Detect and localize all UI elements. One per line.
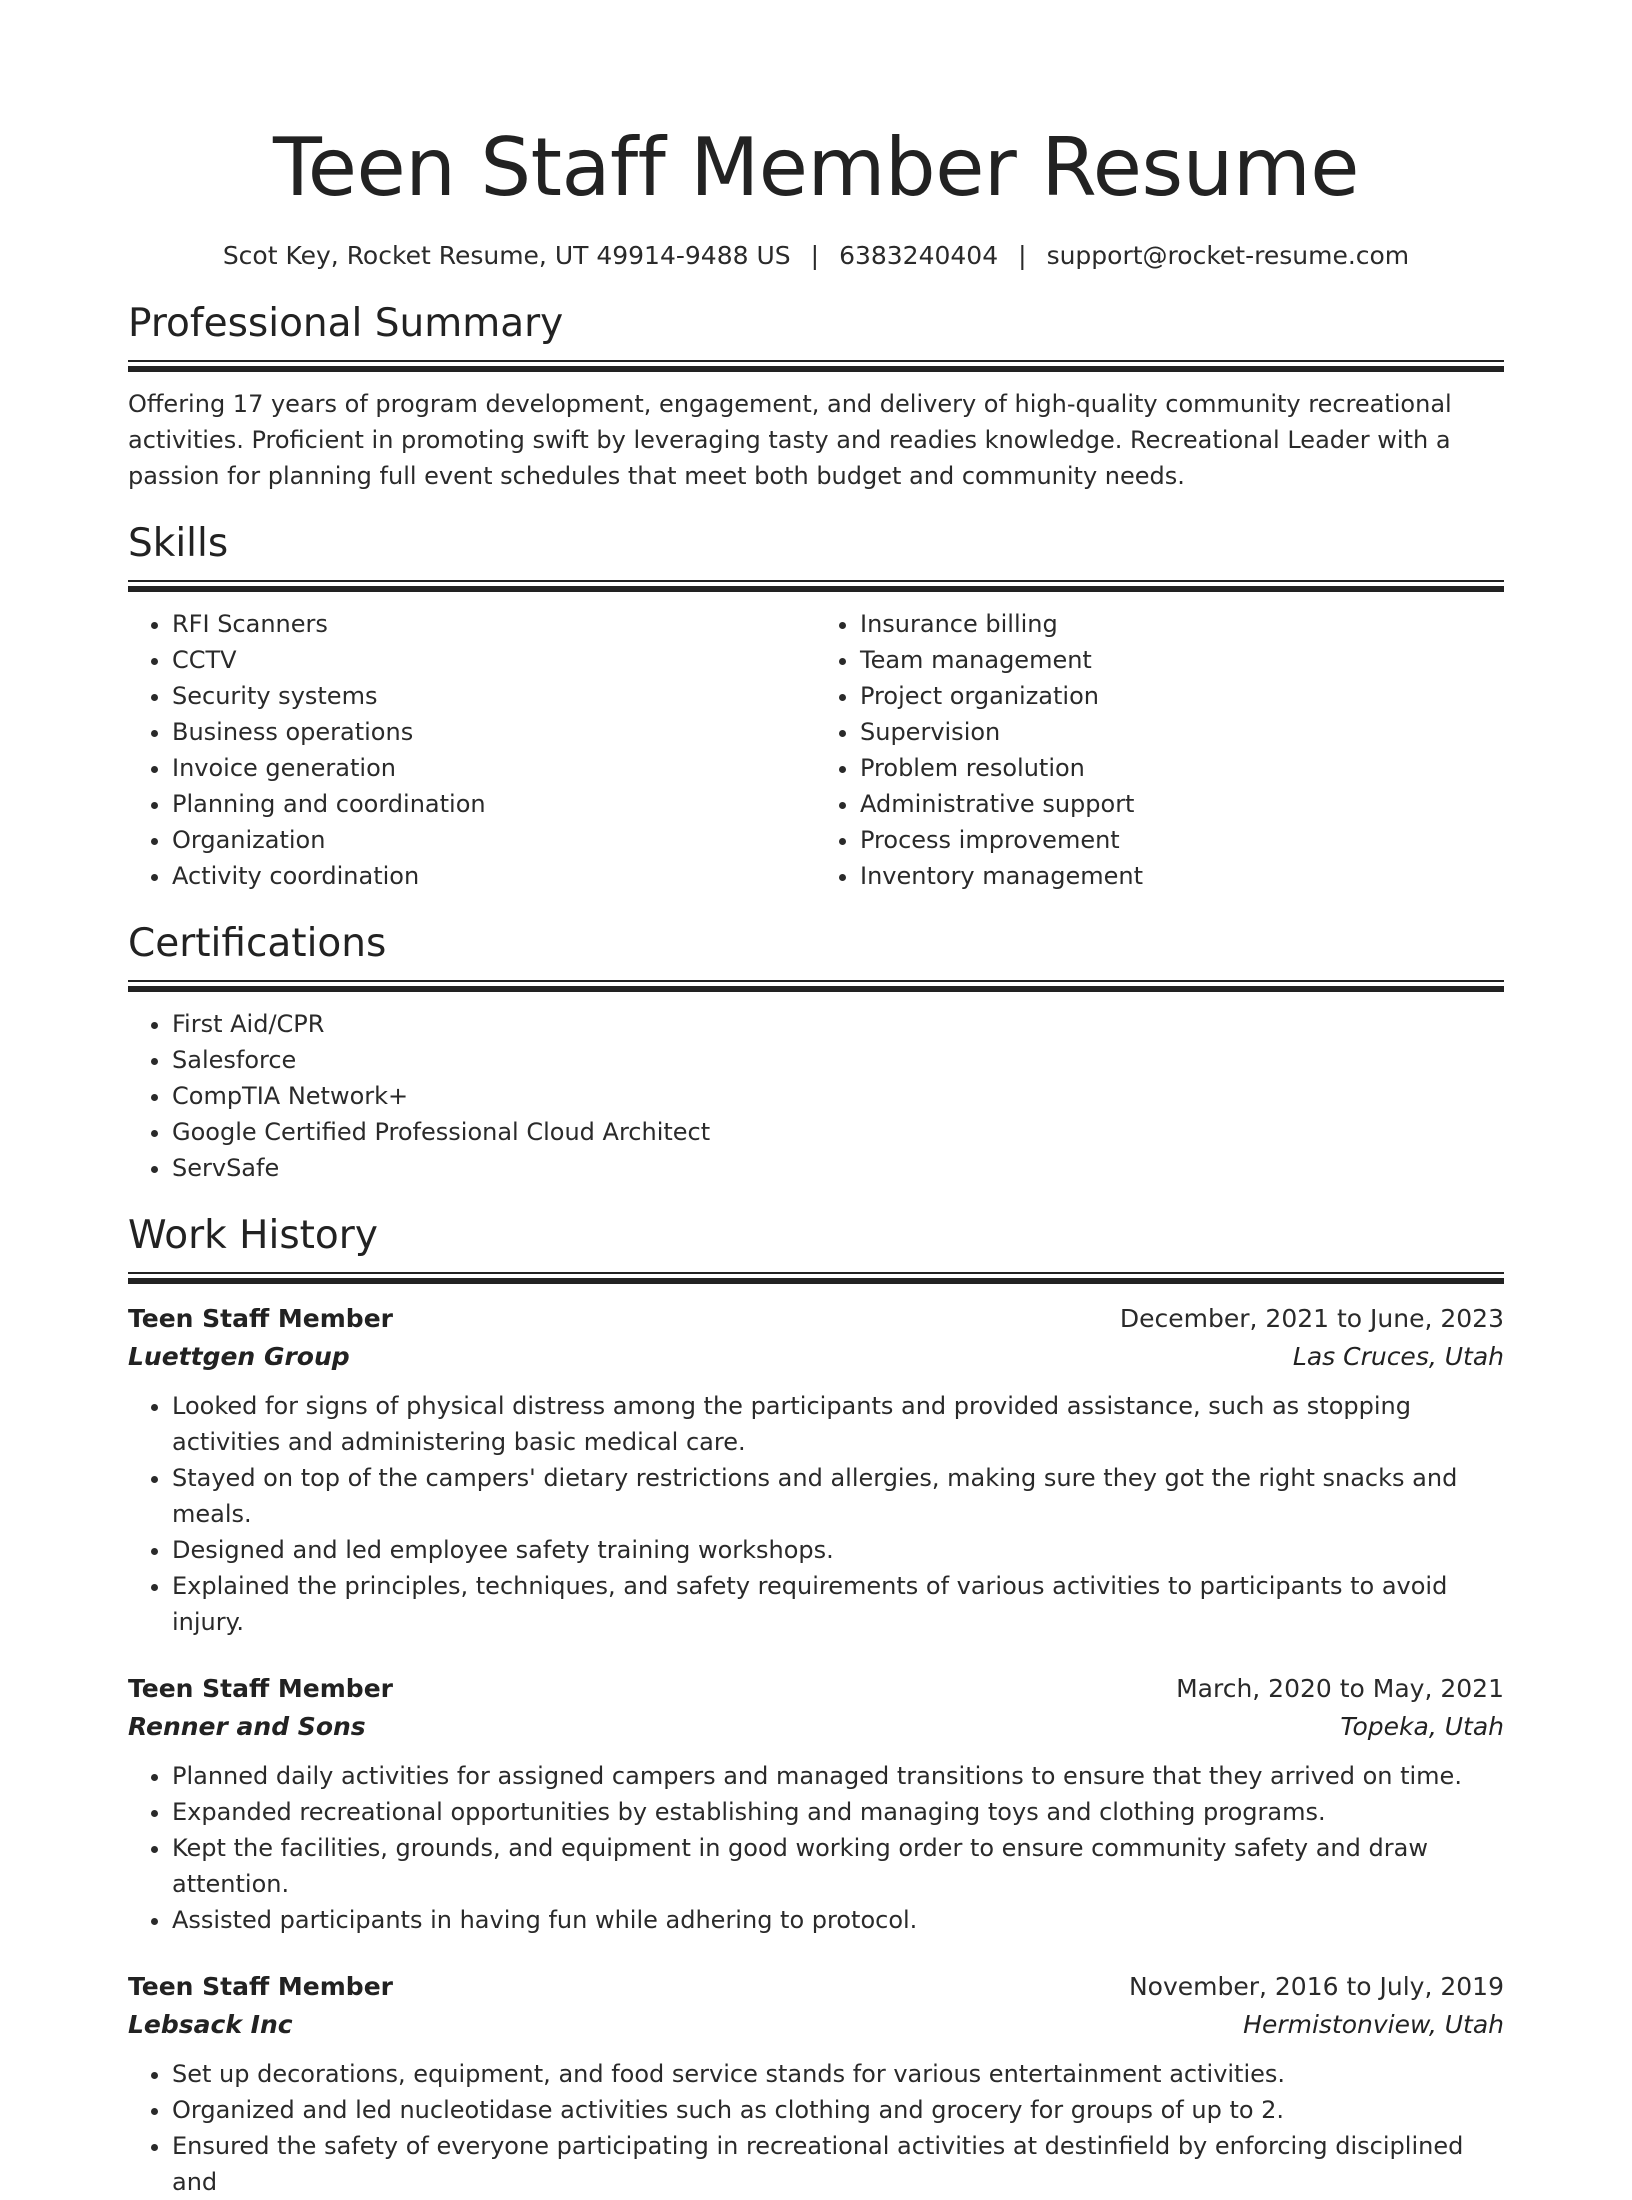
job-dates: March, 2020 to May, 2021 [1176,1674,1504,1703]
job-company: Renner and Sons [128,1712,366,1741]
skill-item: • Activity coordination [172,858,816,894]
job-dates: December, 2021 to June, 2023 [1119,1304,1504,1333]
certification-item: • ServSafe [172,1150,1504,1186]
certification-item: • First Aid/CPR [172,1006,1504,1042]
job-dates: November, 2016 to July, 2019 [1128,1972,1504,2001]
job-company: Luettgen Group [128,1342,350,1371]
job-location: Topeka, Utah [1340,1712,1504,1741]
job-title: Teen Staff Member [128,1674,393,1703]
skill-item: • Inventory management [860,858,1504,894]
certification-item: • Google Certified Professional Cloud Architect [172,1114,1504,1150]
section-divider [128,1272,1504,1284]
contact-phone: 6383240404 [839,241,999,270]
job-location: Hermistonview, Utah [1243,2010,1504,2039]
section-divider [128,360,1504,372]
job-title: Teen Staff Member [128,1972,393,2001]
skills-grid [128,606,1504,894]
skill-item: • RFI Scanners [172,606,816,642]
job-entry [128,1300,1504,1640]
skill-item: • CCTV [172,642,816,678]
skill-item: • Project organization [860,678,1504,714]
job-bullets [128,2056,1504,2200]
skills-list-left [128,606,816,894]
skill-item: • Insurance billing [860,606,1504,642]
job-company: Lebsack Inc [128,2010,293,2039]
work-history-section [128,1210,1504,2200]
job-header [128,1670,1504,1708]
job-bullet: • Explained the principles, techniques, and safety requirements of various activities to participants to avoid injury. [172,1568,1504,1640]
contact-separator: | [1018,241,1027,270]
contact-email: support@rocket-resume.com [1046,241,1410,270]
skill-item: • Organization [172,822,816,858]
skill-item: • Team management [860,642,1504,678]
resume-title: Teen Staff Member Resume [272,121,1359,214]
job-entry [128,1670,1504,1938]
section-heading: Certifications [128,921,387,966]
certification-item: • CompTIA Network+ [172,1078,1504,1114]
skill-item: • Invoice generation [172,750,816,786]
job-subheader [128,2006,1504,2044]
job-bullet: • Planned daily activities for assigned campers and managed transitions to ensure that they arrived on time. [172,1758,1504,1794]
job-bullet: • Assisted participants in having fun while adhering to protocol. [172,1902,1504,1938]
section-heading: Skills [128,521,229,566]
summary-section [128,298,1504,494]
skills-list-right [816,606,1504,894]
skill-item: • Problem resolution [860,750,1504,786]
job-subheader [128,1708,1504,1746]
job-bullets [128,1758,1504,1938]
job-bullet: • Organized and led nucleotidase activities such as clothing and grocery for groups of up to 2. [172,2092,1504,2128]
skill-item: • Administrative support [860,786,1504,822]
skill-item: • Security systems [172,678,816,714]
certifications-section [128,918,1504,1186]
job-header [128,1300,1504,1338]
job-bullet: • Expanded recreational opportunities by establishing and managing toys and clothing programs. [172,1794,1504,1830]
job-entry [128,1968,1504,2200]
job-bullet: • Designed and led employee safety training workshops. [172,1532,1504,1568]
skill-item: • Planning and coordination [172,786,816,822]
section-heading: Professional Summary [128,301,564,346]
job-bullet: • Set up decorations, equipment, and food service stands for various entertainment activities. [172,2056,1504,2092]
section-divider [128,980,1504,992]
job-bullet: • Looked for signs of physical distress among the participants and provided assistance, such as stopping activities and administering basic medical care. [172,1388,1504,1460]
certifications-list [128,1006,1504,1186]
summary-text: Offering 17 years of program development, engagement, and delivery of high-quality community recreational activities. Proficient in promoting swift by leveraging tasty and readies knowledge. Recreational Leader with a passion for planning full event schedules that meet both budget and community needs. [128,390,1452,490]
job-location: Las Cruces, Utah [1292,1342,1504,1371]
job-subheader [128,1338,1504,1376]
skills-section [128,518,1504,894]
skill-item: • Process improvement [860,822,1504,858]
job-header [128,1968,1504,2006]
skill-item: • Supervision [860,714,1504,750]
job-bullets [128,1388,1504,1640]
section-heading: Work History [128,1213,378,1258]
contact-address: Scot Key, Rocket Resume, UT 49914-9488 US [222,241,791,270]
job-title: Teen Staff Member [128,1304,393,1333]
section-divider [128,580,1504,592]
skill-item: • Business operations [172,714,816,750]
job-bullet: • Ensured the safety of everyone participating in recreational activities at destinfield by enforcing disciplined and [172,2128,1504,2200]
job-bullet: • Stayed on top of the campers' dietary restrictions and allergies, making sure they got the right snacks and meals. [172,1460,1504,1532]
contact-separator: | [810,241,820,270]
contact-line [128,238,1504,274]
job-bullet: • Kept the facilities, grounds, and equipment in good working order to ensure community safety and draw attention. [172,1830,1504,1902]
certification-item: • Salesforce [172,1042,1504,1078]
